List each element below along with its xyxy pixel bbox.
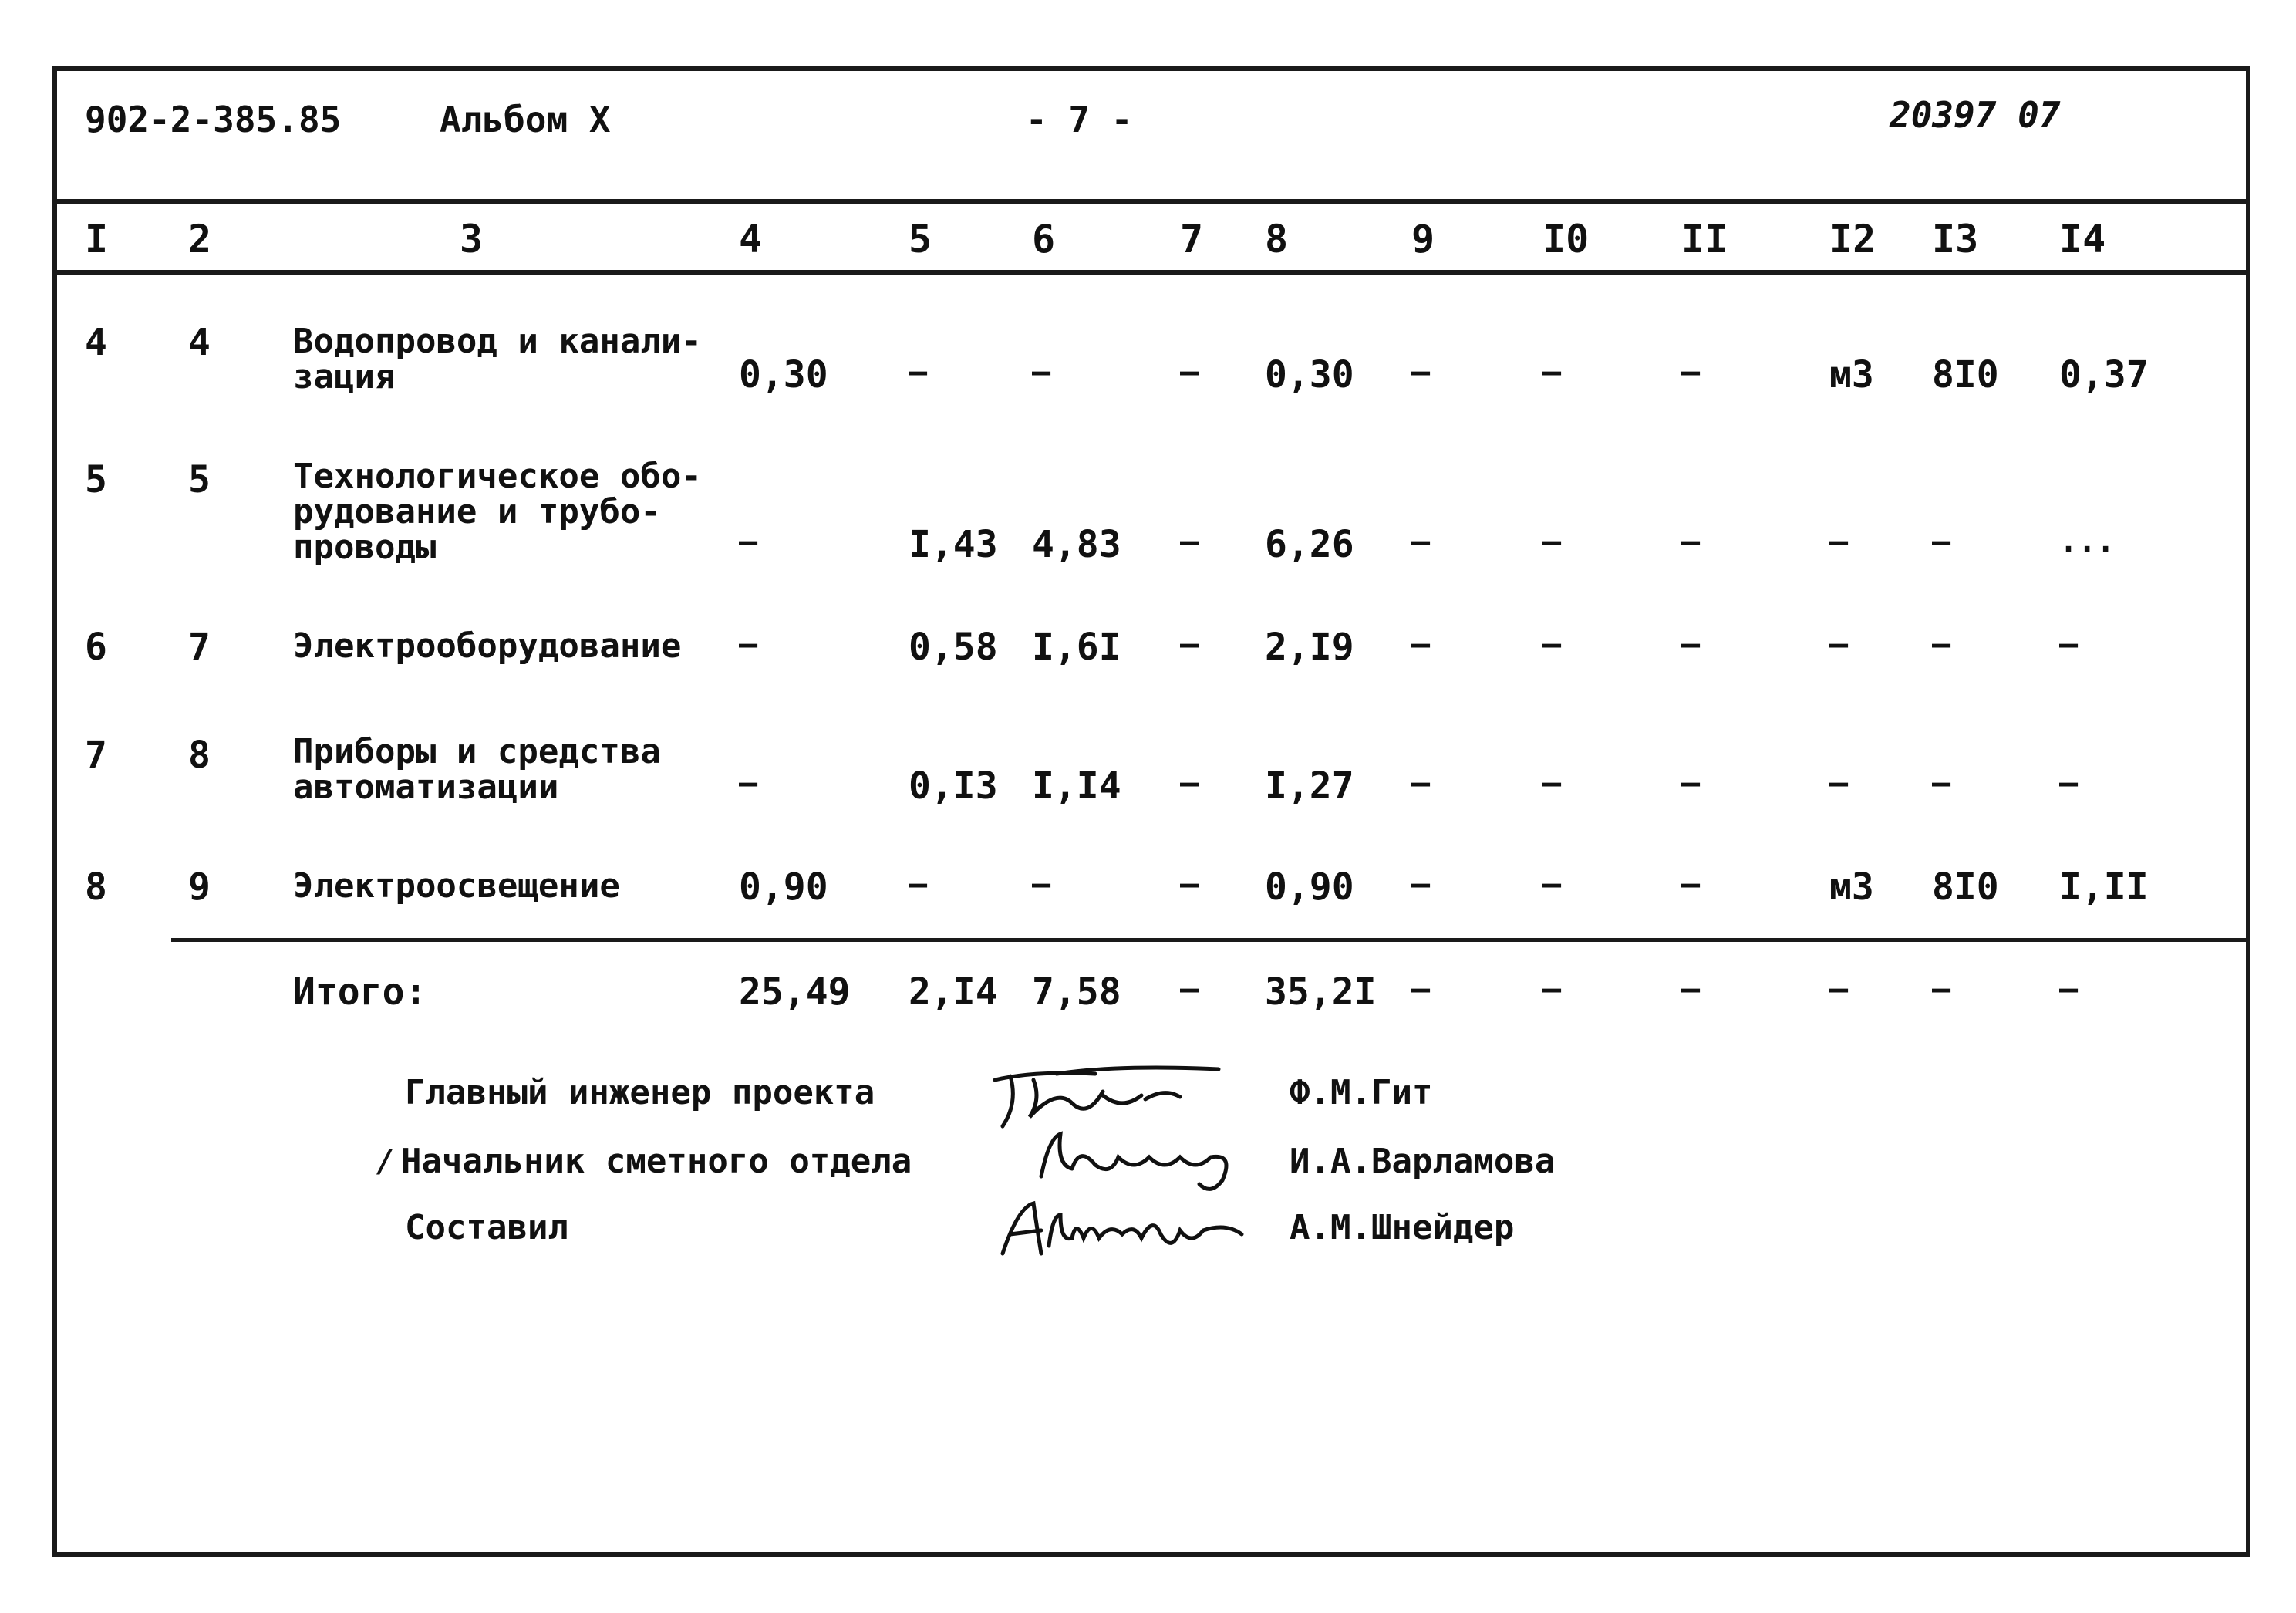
total-cell-c4: 25,49 [739,970,851,1014]
compiler-name: А.М.Шнейдер [1290,1208,1515,1247]
table-cell-c7: – [1180,354,1199,390]
table-cell-c6: – [1032,354,1051,390]
total-cell-c7: – [1180,971,1199,1007]
table-cell-c2: 8 [188,734,211,777]
table-cell-c1: 5 [85,458,107,501]
table-cell-c6: I,I4 [1032,764,1121,808]
chief-engineer-name: Ф.М.Гит [1290,1073,1433,1112]
table-cell-c11: – [1681,626,1701,662]
total-cell-c12: – [1829,971,1849,1007]
total-rule [171,938,2246,942]
column-header-rule [56,270,2246,275]
page-frame [52,66,2250,1557]
table-cell-c14: – [2059,765,2079,801]
table-cell-c13: – [1932,524,1951,559]
column-header-7: 7 [1180,217,1204,262]
table-cell-c10: – [1542,765,1562,801]
page-number: - 7 - [1026,99,1133,140]
table-cell-c10: – [1542,354,1562,390]
total-cell-c13: – [1932,971,1951,1007]
table-cell-c7: – [1180,765,1199,801]
table-cell-c4: – [739,765,758,801]
table-cell-c8: 6,26 [1265,523,1354,566]
table-cell-name: Электроосвещение [293,866,620,906]
table-cell-c5: 0,58 [909,626,998,669]
table-cell-c11: – [1681,866,1701,902]
table-cell-c5: – [909,866,928,902]
table-cell-c9: – [1411,765,1431,801]
total-cell-c14: – [2059,971,2079,1007]
estimate-head-name: И.А.Варламова [1290,1142,1556,1181]
compiler-role: Составил [405,1208,568,1247]
table-cell-c13: 8I0 [1932,353,1999,397]
table-cell-c12: – [1829,765,1849,801]
table-cell-c5: I,43 [909,523,998,566]
table-cell-c10: – [1542,524,1562,559]
column-header-10: I0 [1542,217,1590,262]
table-cell-c1: 6 [85,626,107,669]
table-cell-c9: – [1411,354,1431,390]
table-cell-c2: 7 [188,626,211,669]
table-cell-c8: 0,90 [1265,866,1354,909]
table-cell-c6: I,6I [1032,626,1121,669]
sheet-number: 20397 07 [1890,94,2061,136]
table-cell-c12: – [1829,626,1849,662]
table-cell-c7: – [1180,626,1199,662]
column-header-2: 2 [188,217,212,262]
doc-code: 902-2-385.85 [85,99,342,140]
total-cell-c11: – [1681,971,1701,1007]
table-cell-c11: – [1681,354,1701,390]
table-cell-c9: – [1411,866,1431,902]
column-header-4: 4 [739,217,763,262]
signature-varlamova [1018,1122,1265,1200]
table-cell-c13: 8I0 [1932,866,1999,909]
table-cell-name: Технологическое обо- рудование и трубо- проводы [293,457,702,567]
table-cell-c1: 4 [85,321,107,364]
table-cell-c10: – [1542,866,1562,902]
table-cell-c2: 9 [188,866,211,909]
table-cell-c8: I,27 [1265,764,1354,808]
table-cell-name: Приборы и средства автоматизации [293,732,661,807]
table-cell-c1: 8 [85,866,107,909]
column-header-12: I2 [1829,217,1876,262]
signature-shneider [995,1192,1257,1269]
table-cell-c11: – [1681,524,1701,559]
column-header-11: II [1681,217,1728,262]
column-header-9: 9 [1411,217,1435,262]
column-header-8: 8 [1265,217,1289,262]
table-cell-c1: 7 [85,734,107,777]
table-cell-c7: – [1180,866,1199,902]
table-cell-c14: I,II [2059,866,2149,909]
margin-mark: / [376,1144,396,1179]
total-cell-c9: – [1411,971,1431,1007]
table-cell-c2: 5 [188,458,211,501]
column-header-14: I4 [2059,217,2106,262]
table-cell-c4: – [739,524,758,559]
estimate-head-role: Начальник сметного отдела [401,1142,912,1181]
table-cell-c12: м3 [1829,353,1874,397]
table-cell-c7: – [1180,524,1199,559]
table-cell-c11: – [1681,765,1701,801]
chief-engineer-role: Главный инженер проекта [405,1073,875,1112]
column-header-5: 5 [909,217,932,262]
table-cell-c12: – [1829,524,1849,559]
table-cell-c14: ... [2059,524,2116,559]
table-cell-c5: – [909,354,928,390]
table-cell-c12: м3 [1829,866,1874,909]
table-cell-name: Водопровод и канали- зация [293,322,702,397]
table-cell-c6: – [1032,866,1051,902]
table-cell-c8: 2,I9 [1265,626,1354,669]
table-cell-c4: 0,30 [739,353,828,397]
table-cell-c5: 0,I3 [909,764,998,808]
table-cell-c10: – [1542,626,1562,662]
table-cell-c2: 4 [188,321,211,364]
table-cell-c14: – [2059,626,2079,662]
table-cell-c4: – [739,626,758,662]
total-cell-c8: 35,2I [1265,970,1377,1014]
column-header-1: I [85,217,109,262]
table-cell-c9: – [1411,626,1431,662]
column-header-13: I3 [1932,217,1979,262]
album-label: Альбом X [440,99,611,140]
column-header-3: 3 [460,217,484,262]
table-cell-c14: 0,37 [2059,353,2149,397]
table-cell-c13: – [1932,626,1951,662]
table-cell-name: Электрооборудование [293,626,682,666]
table-cell-c13: – [1932,765,1951,801]
total-label: Итого: [293,970,427,1014]
header-rule [56,199,2246,204]
total-cell-c10: – [1542,971,1562,1007]
table-cell-c8: 0,30 [1265,353,1354,397]
column-header-6: 6 [1032,217,1056,262]
table-cell-c6: 4,83 [1032,523,1121,566]
table-cell-c9: – [1411,524,1431,559]
total-cell-c5: 2,I4 [909,970,998,1014]
table-cell-c4: 0,90 [739,866,828,909]
total-cell-c6: 7,58 [1032,970,1121,1014]
